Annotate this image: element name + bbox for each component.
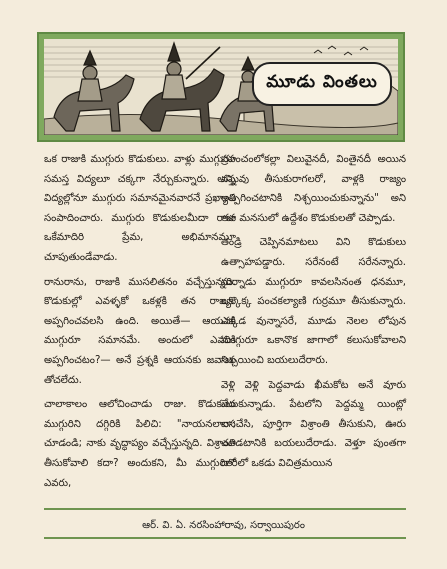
author-credit: ఆర్. వి. ఏ. నరసింహారావు, సర్వాయిపురం (142, 520, 305, 531)
right-column (221, 150, 406, 479)
footer-rule-bottom (44, 537, 406, 539)
story-title-box (252, 62, 392, 106)
paragraph: ఒక రాజుకి ముగ్గురు కొడుకులు. వాళ్లు ముగ్గురూ సమస్త విద్యలూ చక్కగా నేర్చుకున్నారు. అన్ని విద్యల్లోనూ ముగ్గురు సమానమైనవారనే ప్రఖ్యాతి సంపాదించారు. ముగ్గురు కొడుకులమీదా రాజు ఒకేమాదిరి ప్రేమ, అభిమానమూ చూపుతుండేవాడు. (44, 154, 236, 263)
paragraph: రానురాను, రాజుకి ముసలితనం వచ్చేస్తున్నది. కొడుకుల్లో ఎవళ్ళకో ఒకళ్లకి తన రాజ్యం అప్పగించవలసి ఉంది. అయితే— ఆయనకి ముగ్గురూ సమానమే. అందులో ఎవరికి అప్పగించటం?— అనే ప్రశ్నకి ఆయనకు జవాబు తోచలేదు. (44, 276, 236, 386)
paragraph: ప్రపంచంలోకల్లా విలువైనదీ, వింతైనదీ అయిన వస్తువు తీసుకురాగలరో, వాళ్లకి రాజ్యం అప్పగించటానికి నిశ్చయించుకున్నాను" అని తన మనసులో ఉద్దేశం కొడుకులతో చెప్పాడు. (221, 154, 406, 224)
paragraph: వెళ్లి వెళ్లి పెద్దవాడు ఖీమకోట అనే వూరు చేరుకున్నాడు. పేటలోని పెద్దమ్మ యింట్లో బసచేసి, పూర్తిగా విశ్రాంతి తీసుకుని, ఊరు చూడటానికి బయలుదేరాడు. వెళ్తూ పుంతగా దారిలో ఒకడు విచిత్రమయిన (221, 379, 406, 469)
left-column (44, 150, 236, 498)
footer-rule-top (44, 508, 406, 510)
paragraph: చాలాకాలం ఆలోచించాడు రాజు. కొడుకులు ముగ్గురిని దగ్గిరికి పిలిచి: "నాయనలారా; చూడండి; నాకు వృద్ధాప్యం వచ్చేస్తున్నది. విశ్రాంతి తీసుకోవాలి కదా? అందుకని, మీ ముగ్గురిలో ఎవరు, (44, 399, 236, 489)
paragraph: తండ్రి చెప్పినమాటలు విని కొడుకులు ఉత్సాహపడ్డారు. సరేనంటే సరేనన్నారు. మర్నాడు ముగ్గురూ కావలసినంత ధనమూ, ఒక్కొక్క పంచకల్యాణి గుర్రమూ తీసుకున్నారు. ఎక్కడ వున్నాసరే, మూడు నెలల లోపున ముగ్గురూ ఒకానొక జాగాలో కలుసుకోవాలని నిశ్చయించి బయలుదేరారు. (221, 237, 406, 366)
story-title: మూడు వింతలు (266, 72, 378, 92)
